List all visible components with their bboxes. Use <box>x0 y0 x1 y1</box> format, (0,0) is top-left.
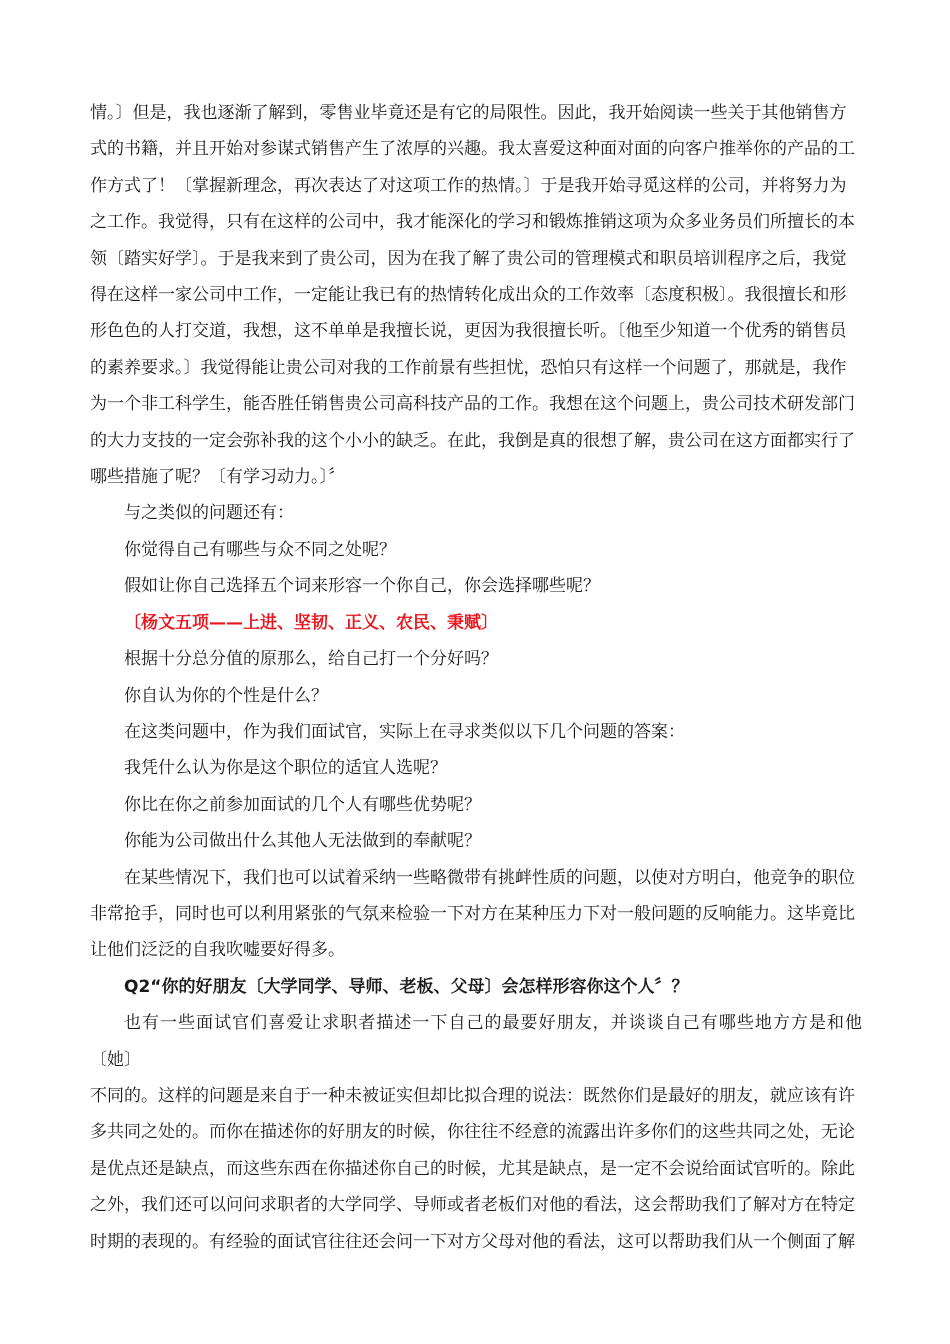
paragraph-challenge <box>90 860 862 969</box>
text-line: 之外，我们还可以问问求职者的大学同学、导师或者老板们对他的看法，这会帮助我们了解对方在特定 <box>90 1195 855 1216</box>
text-line: 的素养要求。〕我觉得能让贵公司对我的工作前景有些担忧，恐怕只有这样一个问题了，那就是，我作 <box>90 357 847 378</box>
similar-questions-intro: 与之类似的问题还有： <box>124 503 294 524</box>
text-line: 不同的。这样的问题是来自于一种未被证实但却比拟合理的说法：既然你们是最好的朋友，就应该有许 <box>90 1085 855 1106</box>
question-why-fit: 我凭什么认为你是这个职位的适宜人选呢？ <box>124 758 447 779</box>
text-line: 领〔踏实好学〕。于是我来到了贵公司，因为在我了解了贵公司的管理模式和职员培训程序之后，我觉 <box>90 248 847 269</box>
question-advantages: 你比在你之前参加面试的几个人有哪些优势呢？ <box>124 794 481 815</box>
document-page <box>90 95 862 1260</box>
red-annotation: 〔杨文五项——上进、坚韧、正义、农民、秉赋〕 <box>124 612 498 633</box>
question-different: 你觉得自己有哪些与众不同之处呢？ <box>124 539 396 560</box>
q2-heading: Q2“你的好朋友〔大学同学、导师、老板、父母〕会怎样形容你这个人〞？ <box>124 976 689 997</box>
text-line: 得在这样一家公司中工作，一定能让我已有的热情转化成出众的工作效率〔态度积极〕。我很擅长和形 <box>90 285 847 306</box>
text-line: 的大力支技的一定会弥补我的这个小小的缺乏。在此，我倒是真的很想了解，贵公司在这方面都实行了 <box>90 430 855 451</box>
text-line: 也有一些面试官们喜爱让求职者描述一下自己的最要好朋友，并谈谈自己有哪些地方方是和他〔她〕 <box>90 1013 862 1070</box>
question-personality: 你自认为你的个性是什么？ <box>124 685 328 706</box>
text-line: 之工作。我觉得，只有在这样的公司中，我才能深化的学习和锻炼推销这项为众多业务员们所擅长的本 <box>90 212 855 233</box>
text-line: 让他们泛泛的自我吹嘘要好得多。 <box>90 940 345 961</box>
text-line: 作方式了！〔掌握新理念，再次表达了对这项工作的热情。〕于是我开始寻觅这样的公司，并将努力为 <box>90 175 847 196</box>
text-line: 非常抢手，同时也可以利用紧张的气氛来检验一下对方在某种压力下对一般问题的反响能力。这毕竟比 <box>90 903 855 924</box>
question-score: 根据十分总分值的原那么，给自己打一个分好吗？ <box>124 649 498 670</box>
paragraph-answer-continuation <box>90 95 862 495</box>
paragraph-friends <box>90 1005 862 1260</box>
answers-intro: 在这类问题中，作为我们面试官，实际上在寻求类似以下几个问题的答案： <box>124 721 685 742</box>
text-line: 是优点还是缺点，而这些东西在你描述你自己的时候，尤其是缺点，是一定不会说给面试官听的。除此 <box>90 1158 855 1179</box>
text-line: 哪些措施了呢？〔有学习动力。〕〞 <box>90 467 345 488</box>
text-line: 多共同之处的。而你在描述你的好朋友的时候，你往往不经意的流露出许多你们的这些共同之处，无论 <box>90 1122 855 1143</box>
text-line: 在某些情况下，我们也可以试着采纳一些略微带有挑衅性质的问题，以使对方明白，他竞争的职位 <box>124 867 855 888</box>
text-line: 时期的表现的。有经验的面试官往往还会问一下对方父母对他的看法，这可以帮助我们从一个侧面了解 <box>90 1231 855 1252</box>
question-five-words: 假如让你自己选择五个词来形容一个你自己，你会选择哪些呢？ <box>124 576 600 597</box>
question-contribution: 你能为公司做出什么其他人无法做到的奉献呢？ <box>124 831 481 852</box>
text-line: 式的书籍，并且开始对参谋式销售产生了浓厚的兴趣。我太喜爱这种面对面的向客户推举你的产品的工 <box>90 139 855 160</box>
text-line: 情。〕但是，我也逐渐了解到，零售业毕竟还是有它的局限性。因此，我开始阅读一些关于其他销售方 <box>90 103 847 123</box>
text-line: 为一个非工科学生，能否胜任销售贵公司高科技产品的工作。我想在这个问题上，贵公司技术研发部门 <box>90 394 855 415</box>
text-line: 形色色的人打交道，我想，这不单单是我擅长说，更因为我很擅长听。〔他至少知道一个优秀的销售员 <box>90 321 847 342</box>
